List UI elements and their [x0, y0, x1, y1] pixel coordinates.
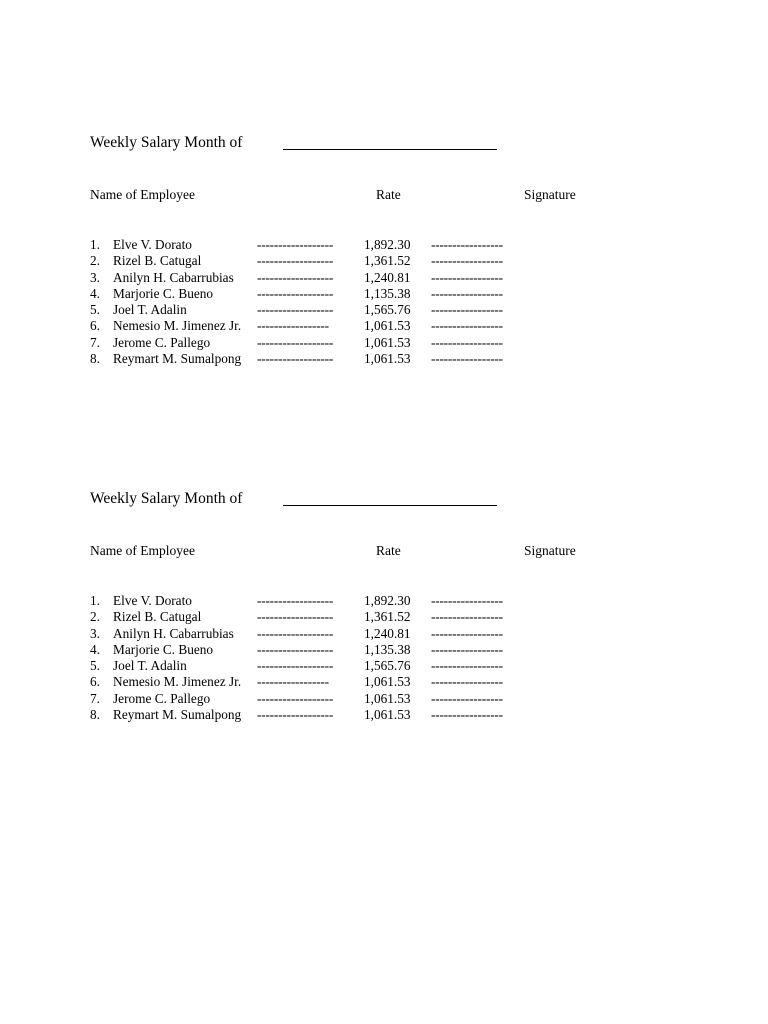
leader-dashes: ------------------	[257, 609, 334, 625]
header-name-of-employee: Name of Employee	[90, 543, 195, 558]
row-number: 4.	[90, 285, 100, 301]
signature-dashes: -----------------	[431, 285, 503, 301]
employee-name: Nemesio M. Jimenez Jr.	[113, 674, 242, 690]
row-number: 6.	[90, 318, 100, 334]
employee-rate: 1,361.52	[364, 609, 411, 625]
signature-dashes: -----------------	[431, 253, 503, 269]
employee-rate: 1,565.76	[364, 302, 411, 318]
row-number: 3.	[90, 269, 100, 285]
signature-dashes: -----------------	[431, 641, 503, 657]
employee-name: Reymart M. Sumalpong	[113, 351, 242, 367]
employee-name: Rizel B. Catugal	[113, 253, 202, 269]
signature-dashes: -----------------	[431, 237, 503, 252]
employee-name: Jerome C. Pallego	[113, 334, 211, 350]
employee-rate: 1,061.53	[364, 318, 411, 334]
leader-dashes: ------------------	[257, 351, 334, 367]
signature-dashes: -----------------	[431, 674, 503, 690]
row-number: 1.	[90, 593, 100, 608]
employee-row	[0, 318, 768, 334]
header-signature: Signature	[524, 187, 576, 202]
leader-dashes: ------------------	[257, 237, 334, 252]
row-number: 1.	[90, 237, 100, 252]
employee-row	[0, 658, 768, 674]
employee-name: Elve V. Dorato	[113, 237, 192, 252]
employee-row	[0, 335, 768, 351]
header-signature: Signature	[524, 543, 576, 558]
employee-row	[0, 626, 768, 642]
row-number: 5.	[90, 658, 100, 674]
header-name-of-employee: Name of Employee	[90, 187, 195, 202]
employee-row	[0, 270, 768, 286]
signature-dashes: -----------------	[431, 625, 503, 641]
employee-name: Marjorie C. Bueno	[113, 285, 214, 301]
signature-dashes: -----------------	[431, 593, 503, 608]
employee-row	[0, 286, 768, 302]
leader-dashes: ------------------	[257, 285, 334, 301]
row-number: 2.	[90, 253, 100, 269]
employee-row	[0, 691, 768, 707]
signature-dashes: -----------------	[431, 334, 503, 350]
signature-dashes: -----------------	[431, 658, 503, 674]
employee-rate: 1,240.81	[364, 625, 411, 641]
row-number: 8.	[90, 351, 100, 367]
employee-rate: 1,361.52	[364, 253, 411, 269]
employee-name: Joel T. Adalin	[113, 302, 187, 318]
employee-row	[0, 674, 768, 690]
employee-rate: 1,892.30	[364, 593, 411, 608]
header-rate: Rate	[376, 187, 401, 202]
employee-name: Anilyn H. Cabarrubias	[113, 269, 234, 285]
employee-name: Anilyn H. Cabarrubias	[113, 625, 234, 641]
employee-name: Nemesio M. Jimenez Jr.	[113, 318, 242, 334]
month-blank-line	[283, 505, 497, 506]
employee-rate: 1,892.30	[364, 237, 411, 252]
leader-dashes: ------------------	[257, 707, 334, 723]
employee-name: Rizel B. Catugal	[113, 609, 202, 625]
employee-name: Jerome C. Pallego	[113, 690, 211, 706]
employee-rate: 1,135.38	[364, 641, 411, 657]
salary-section-2	[0, 356, 768, 723]
row-number: 7.	[90, 690, 100, 706]
signature-dashes: -----------------	[431, 269, 503, 285]
employee-row	[0, 707, 768, 723]
leader-dashes: ------------------	[257, 641, 334, 657]
row-number: 5.	[90, 302, 100, 318]
section-title: Weekly Salary Month of	[90, 134, 243, 151]
salary-section-1	[0, 0, 768, 367]
employee-row	[0, 593, 768, 609]
leader-dashes: ------------------	[257, 625, 334, 641]
leader-dashes: ------------------	[257, 302, 334, 318]
employee-row	[0, 642, 768, 658]
employee-name: Elve V. Dorato	[113, 593, 192, 608]
header-rate: Rate	[376, 543, 401, 558]
leader-dashes: ------------------	[257, 690, 334, 706]
employee-row	[0, 237, 768, 253]
row-number: 4.	[90, 641, 100, 657]
employee-rate: 1,565.76	[364, 658, 411, 674]
employee-name: Joel T. Adalin	[113, 658, 187, 674]
employee-name: Marjorie C. Bueno	[113, 641, 214, 657]
leader-dashes: ------------------	[257, 593, 334, 608]
employee-rate: 1,061.53	[364, 334, 411, 350]
employee-rate: 1,061.53	[364, 674, 411, 690]
leader-dashes: -----------------	[257, 318, 329, 334]
month-blank-line	[283, 149, 497, 150]
row-number: 6.	[90, 674, 100, 690]
leader-dashes: ------------------	[257, 269, 334, 285]
employee-rate: 1,061.53	[364, 707, 411, 723]
employee-row	[0, 609, 768, 625]
employee-list	[0, 593, 768, 723]
employee-rate: 1,135.38	[364, 285, 411, 301]
signature-dashes: -----------------	[431, 690, 503, 706]
row-number: 3.	[90, 625, 100, 641]
signature-dashes: -----------------	[431, 302, 503, 318]
signature-dashes: -----------------	[431, 707, 503, 723]
employee-name: Reymart M. Sumalpong	[113, 707, 242, 723]
signature-dashes: -----------------	[431, 351, 503, 367]
leader-dashes: -----------------	[257, 674, 329, 690]
leader-dashes: ------------------	[257, 253, 334, 269]
employee-rate: 1,061.53	[364, 351, 411, 367]
section-title: Weekly Salary Month of	[90, 490, 243, 507]
employee-list	[0, 237, 768, 367]
leader-dashes: ------------------	[257, 658, 334, 674]
employee-rate: 1,061.53	[364, 690, 411, 706]
row-number: 7.	[90, 334, 100, 350]
row-number: 2.	[90, 609, 100, 625]
row-number: 8.	[90, 707, 100, 723]
signature-dashes: -----------------	[431, 318, 503, 334]
employee-rate: 1,240.81	[364, 269, 411, 285]
employee-row	[0, 253, 768, 269]
employee-row	[0, 302, 768, 318]
signature-dashes: -----------------	[431, 609, 503, 625]
leader-dashes: ------------------	[257, 334, 334, 350]
